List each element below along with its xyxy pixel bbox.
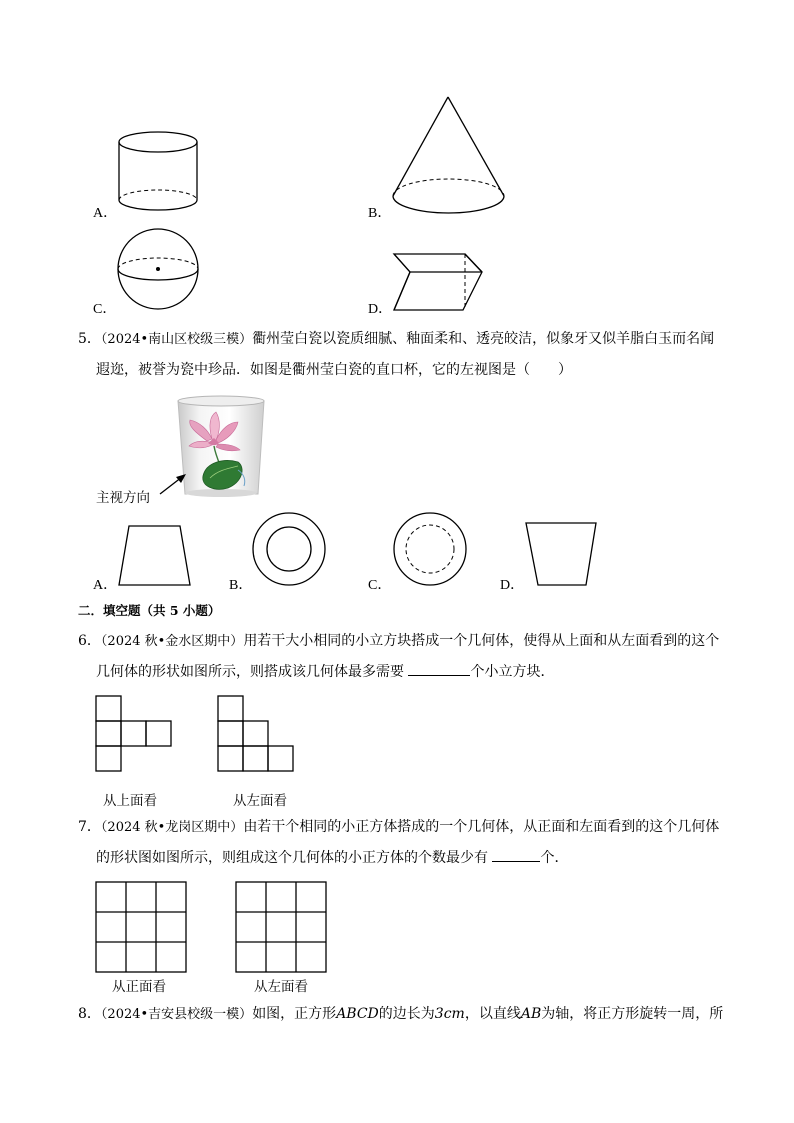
caption-left-view: 从左面看 — [233, 793, 287, 809]
answer-blank[interactable] — [492, 847, 540, 862]
square-name: ABCD — [336, 1006, 379, 1022]
question-source: （2024•南山区校级三模） — [100, 332, 253, 347]
question-5-line1: 5．（2024•南山区校级三模）衢州莹白瓷以瓷质细腻、釉面柔和、透亮皎洁，似象牙又似羊脂白玉而名闻 — [78, 331, 715, 347]
question-5-line2: 遐迩，被誉为瓷中珍品．如图是衢州莹白瓷的直口杯，它的左视图是（ ） — [96, 362, 572, 378]
q5-option-c: C． — [368, 578, 392, 593]
front-view-grid — [96, 882, 186, 972]
caption-front-view: 从正面看 — [112, 979, 166, 995]
left-view-grid-q7 — [236, 882, 326, 972]
question-source: （2024 秋•龙岗区期中） — [100, 820, 244, 835]
option-a-label: A． — [93, 206, 118, 221]
caption-left-view-q7: 从左面看 — [254, 979, 308, 995]
top-view-grid — [96, 696, 171, 771]
q5-option-a: A． — [93, 578, 118, 593]
caption-top-view: 从上面看 — [103, 793, 157, 809]
question-6-line2: 几何体的形状如图所示，则搭成该几何体最多需要 个小立方块． — [96, 657, 554, 688]
option-b-label: B． — [368, 206, 392, 221]
option-c-label: C． — [93, 302, 117, 317]
section-title: 二．填空题（共 5 小题） — [78, 603, 221, 618]
question-source: （2024•吉安县校级一模） — [100, 1007, 253, 1022]
q5-option-d: D． — [500, 578, 525, 593]
side-length: 3cm — [434, 1006, 465, 1022]
question-8-line1: 8．（2024•吉安县校级一模）如图，正方形ABCD的边长为3cm，以直线AB为轴，将正方形旋转一周，所 — [78, 1006, 724, 1022]
question-7-line2: 的形状图如图所示，则组成这个几何体的小正方体的个数最少有 个． — [96, 843, 568, 874]
left-view-grid — [218, 696, 293, 771]
axis-name: AB — [520, 1006, 542, 1022]
view-direction-label: 主视方向 — [96, 490, 150, 506]
question-7-line1: 7．（2024 秋•龙岗区期中）由若干个相同的小正方体搭成的一个几何体，从正面和左面看到的这个几何体 — [78, 819, 720, 835]
question-6-line1: 6．（2024 秋•金水区期中）用若干大小相同的小立方块搭成一个几何体，使得从上面和从左面看到的这个 — [78, 633, 720, 649]
q5-option-b: B． — [229, 578, 253, 593]
option-d-label: D． — [368, 302, 393, 317]
question-source: （2024 秋•金水区期中） — [100, 634, 244, 649]
